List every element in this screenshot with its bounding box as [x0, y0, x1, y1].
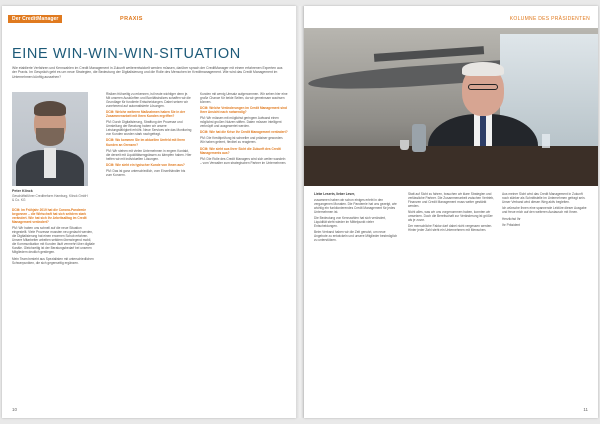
portrait-caption-role: Geschäftsführer Creditreform Hamburg, Klinck GmbH & Co. KG	[12, 194, 88, 202]
body-text: zusammen haben wir schon einiges erlebt in den vergangenen Monaten. Die Pandemie hat uns gezeigt, wie wichtig ein funktionierendes Credit Management für jedes Unternehmen ist.	[314, 198, 397, 215]
signature-role: Ihr Präsident	[502, 223, 521, 228]
body-text: Ich wünsche Ihnen eine spannende Lektüre dieser Ausgabe und freue mich auf den weiteren Austausch mit Ihnen.	[502, 206, 587, 215]
question-text: DCM: Wie sieht aus Ihrer Sicht die Zukunft des Credit Managements aus?	[200, 146, 281, 155]
question-text: DCM: Im Frühjahr 2019 hat die Corona-Pandemie begonnen – die Wirtschaft hat sich seitdem stark verändert. Wie hat sich Ihr Arbeitsalltag im Credit Management verändert?	[12, 208, 87, 225]
spread-gutter	[296, 6, 304, 418]
body-text: Die Bedeutung von Kennzahlen hat sich verändert, Liquidität steht wieder im Mittelpunkt vieler Entscheidungen.	[314, 216, 386, 229]
article-intro: Wie etablierte Verfahren und Kennzahlen im Credit Management in Zukunft weiterentwickelt werden müssen, darüber sprach der CreditManager mit einem erfahrenen Experten aus der Praxis. Im Gespräch geht es um neue Strategien, die Bedeutung der Digitalisierung und die Rolle des Menschen im Kreditmanagement. Wie wird das Credit Management im Unternehmen künftig aussehen?	[12, 66, 283, 79]
answer-text: Kunden mit wenig Umsatz aufgenommen. Wir sehen hier eine große Chance für beide Seiten, da wir gemeinsam wachsen können.	[200, 92, 288, 105]
question-text: DCM: Wie hat die Krise Ihr Credit Management verändert?	[200, 130, 288, 135]
column-text-2	[408, 192, 494, 406]
president-photo	[304, 28, 598, 186]
question-text: DCM: Welche weiteren Maßnahmen haben Sie in der Zusammenarbeit mit Ihren Kunden ergriffen?	[106, 110, 186, 119]
article-headline: EINE WIN-WIN-WIN-SITUATION	[12, 46, 241, 62]
right-page	[304, 6, 598, 418]
greeting-text: Liebe Leserin, lieber Leser,	[314, 192, 355, 196]
page-number: 11	[583, 407, 588, 412]
magazine-tag: Der CreditManager	[8, 15, 62, 23]
article-column-2	[106, 92, 192, 404]
answer-text: PM: Wir müssen mit möglichst geringem Aufwand einen möglichst großen Nutzen stiften. Daten müssen intelligent verknüpft und ausgewertet werden.	[200, 116, 282, 129]
portrait-caption-name: Peter Klinck	[12, 189, 33, 193]
question-text: DCM: Welche Veränderungen im Credit Management sind Ihrer Ansicht nach notwendig?	[200, 106, 287, 115]
answer-text: Mein Team besteht aus Spezialisten mit unterschiedlichen Schwerpunkten, die sich gegenseitig ergänzen.	[12, 256, 94, 265]
column-text-1	[314, 192, 398, 406]
body-text: Der menschliche Faktor darf dabei nicht vergessen werden. Hinter jeder Zahl steht ein Unternehmen mit Menschen.	[408, 224, 493, 233]
left-page	[2, 6, 296, 418]
body-text: Aus meiner Sicht wird das Credit Management in Zukunft noch stärker als Schnittstelle im Unternehmen gefragt sein. Unser Verband wird diesen Weg aktiv begleiten.	[502, 192, 586, 205]
page-number: 10	[12, 407, 18, 412]
answer-text: PM: Wir haben uns schnell auf die neue Situation eingestellt. Viele Prozesse mussten neu gedacht werden, die Digitalisierung hat einen enormen Schub erfahren. Unsere Mitarbeiter arbeiten seitdem überwiegend mobil, die Kommunikation mit Kunden läuft vermehrt über digitale Kanäle. Gleichzeitig ist der Beratungsbedarf bei unseren Mitgliedern deutlich gestiegen.	[12, 226, 95, 255]
body-text: Nicht alles, was wir uns vorgenommen haben, konnten wir umsetzen. Doch die Bereitschaft zur Veränderung ist größer als je zuvor.	[408, 210, 493, 223]
answer-text: Risiken frühzeitig zu erkennen, ist heute wichtiger denn je. Mit unseren Auskünften und Bonitätsindizes schaffen wir die Grundlage für fundierte Entscheidungen. Dabei setzen wir zunehmend auf automatisierte Lösungen.	[106, 92, 191, 109]
signature-line: Herzlichst Ihr	[502, 217, 521, 222]
article-column-3	[200, 92, 288, 404]
column-label: KOLUMNE DES PRÄSIDENTEN	[509, 16, 590, 22]
question-text: DCM: Wo kommen Sie im aktuellen Umfeld mit Ihren Kunden an Grenzen?	[106, 138, 186, 147]
answer-text: PM: Durch Digitalisierung, Straffung der Prozesse und Umstellung der Beratung haben wir unsere Leistungsfähigkeit erhöht. Neue Services wie das Monitoring von Kunden wurden stark nachgefragt.	[106, 120, 192, 137]
body-text: Statt auf Sicht zu fahren, brauchen wir klare Strategien und verlässliche Partner. Die Zusammenarbeit zwischen Vertrieb, Finanzen und Credit Management muss weiter gestärkt werden.	[408, 192, 494, 209]
section-label: PRAXIS	[120, 16, 143, 22]
author-portrait	[12, 92, 88, 186]
article-column-1	[12, 208, 96, 404]
column-text-3	[502, 192, 590, 406]
answer-text: PM: Das ist ganz unterschiedlich, vom Einzelhändler bis zum Konzern.	[106, 168, 186, 177]
body-text: Beim Verband haben wir die Zeit genutzt, um neue Angebote zu entwickeln und unsere Mitglieder bestmöglich zu unterstützen.	[314, 230, 398, 243]
question-text: DCM: Wie sieht ein typischer Kunde von Ihnen aus?	[106, 162, 185, 167]
answer-text: PM: Die Rolle des Credit Managers wird sich weiter wandeln – vom Verwalter zum strategischen Partner im Unternehmen.	[200, 156, 287, 165]
answer-text: PM: Wir stehen mit vielen Unternehmen in engem Kontakt, die derzeit mit Liquiditätsengpässen zu kämpfen haben. Hier helfen wir mit individuellen Lösungen.	[106, 148, 192, 161]
answer-text: PM: Die Kreditprüfung ist schneller und präziser geworden. Wir haben gelernt, flexibel zu reagieren.	[200, 136, 284, 145]
